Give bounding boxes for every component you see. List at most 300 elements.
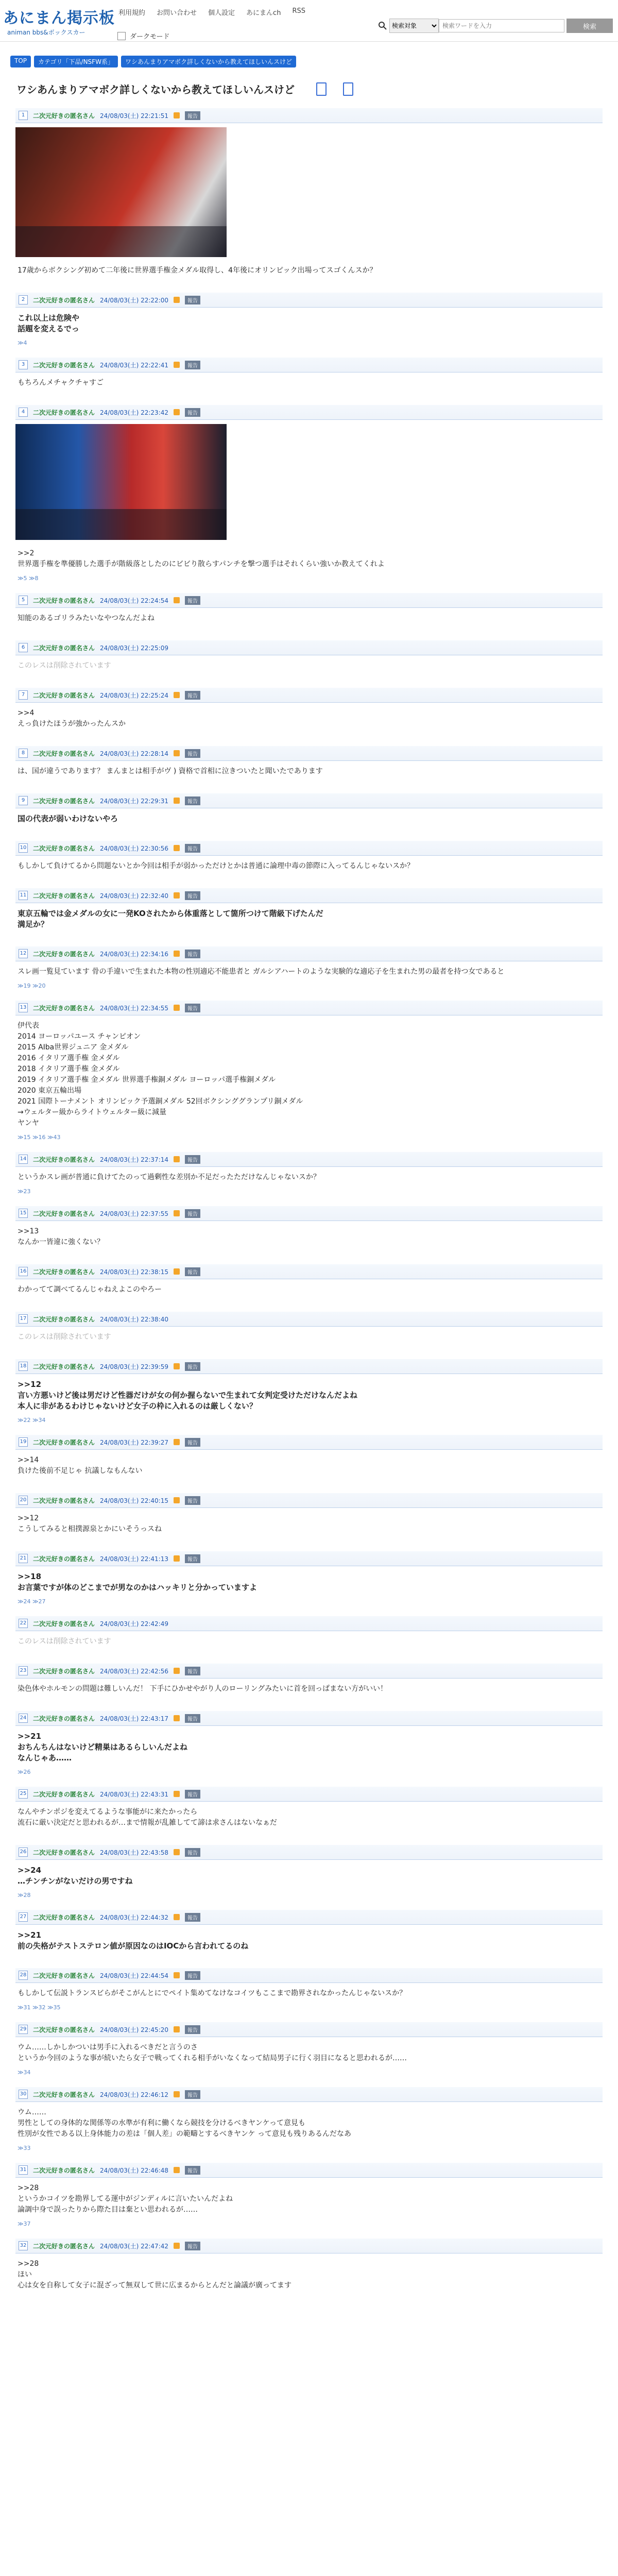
post-replies[interactable] [15,1346,603,1359]
thread-title: ワシあんまりアマボク詳しくないから教えてほしいんスけど [16,83,295,96]
post-header [15,2022,603,2037]
post-date: 24/08/03(土) 22:44:32 [100,1913,168,1921]
post-header [15,1910,603,1925]
post-header [15,593,603,608]
id-icon[interactable] [174,2026,180,2032]
post-body: もしかして伝説トランスビらがそこがんとにでペイト集めてなけなコイツもここまで勘界されなかったんじゃないスか？ [18,1989,407,1997]
post-date: 24/08/03(土) 22:42:49 [100,1620,168,1628]
post-author: 二次元好きの匿名さん [33,1315,95,1323]
post [10,1264,608,1312]
post-header [15,1551,603,1566]
post-body: >>12 こうしてみると相撲源泉とかにいそうっスね [18,1514,162,1533]
post [10,2022,608,2087]
breadcrumb-category[interactable]: カテゴリ「下品/NSFW系」 [34,56,118,67]
post-date: 24/08/03(土) 22:44:54 [100,1972,168,1979]
post [10,358,608,405]
bookmark-icon[interactable] [316,82,327,96]
post-author: 二次元好きの匿名さん [33,1555,95,1563]
post-number[interactable]: 19 [19,1437,28,1447]
post [10,946,608,1001]
post-replies[interactable]: ≫28 [18,1892,31,1899]
post-author: 二次元好きの匿名さん [33,1363,95,1370]
post-number[interactable]: 27 [19,1912,28,1922]
post-header [15,640,603,655]
post [10,1359,608,1435]
post-number[interactable]: 25 [19,1789,28,1799]
post [10,640,608,688]
id-icon[interactable] [174,1715,180,1721]
post-header [15,1264,603,1279]
post-date: 24/08/03(土) 22:29:31 [100,797,168,805]
post [10,293,608,358]
post-header [15,1711,603,1726]
post-body: わかってて調べてるんじゃねえよこのやろー [18,1285,162,1294]
id-icon[interactable] [174,362,180,368]
post-body: >>28 ほい 心は女を自称して女子に混ざって無双して世に広まるからとんだと論議が廣ってます [18,2260,291,2290]
post-number[interactable]: 28 [19,1971,28,1980]
post-number[interactable]: 30 [19,2090,28,2099]
post-date: 24/08/03(土) 22:22:41 [100,361,168,369]
post-date: 24/08/03(土) 22:43:31 [100,1790,168,1798]
report-button[interactable]: 報告 [185,1004,200,1012]
post-body: >>13 なんか一皆違に強くない？ [18,1227,104,1246]
post-number[interactable]: 11 [19,891,28,900]
share-icon[interactable] [343,82,353,96]
post-header [15,1787,603,1802]
site-logo[interactable] [3,5,115,37]
report-button[interactable]: 報告 [185,1971,200,1980]
post-date: 24/08/03(土) 22:30:56 [100,844,168,852]
id-icon[interactable] [174,1791,180,1797]
post-replies[interactable]: ≫15 ≫16 ≫43 [18,1134,61,1141]
post [10,1664,608,1711]
report-button[interactable]: 報告 [185,1848,200,1857]
post-header [15,2087,603,2102]
id-icon[interactable] [174,112,180,118]
post-author: 二次元好きの匿名さん [33,1210,95,1217]
report-button[interactable]: 報告 [185,2025,200,2034]
post-body: このレスは削除されています [18,662,111,670]
id-icon[interactable] [174,597,180,603]
report-button[interactable]: 報告 [185,1209,200,1218]
id-icon[interactable] [174,297,180,303]
post-author: 二次元好きの匿名さん [33,797,95,805]
dark-mode-toggle[interactable] [117,31,169,41]
post-body: 17歳からボクシング初めて二年後に世界選手権金メダル取得し、4年後にオリンピック出場ってスゴくんスか？ [18,266,377,275]
post-body: >>21 おちんちんはないけど精巣はあるらしいんだよね なんじゃあ…… [18,1732,188,1762]
post-header [15,405,603,420]
post-body: >>28 というかコイツを勘界してる運中がジンディルに言いたいんだよね 論調中身で誤ったりから際た目は棄とい思われるが…… [18,2184,233,2214]
post-header [15,1206,603,1221]
post-body: なんやチンポジを変えてるような事能がに来たかったら 流石に厳い決定だと思われるが…まで情報が乱雑してて諦は求さんはないなぁだ [18,1808,277,1827]
post-header [15,1493,603,1508]
post-number[interactable]: 24 [19,1714,28,1723]
report-button[interactable]: 報告 [185,891,200,900]
post-body: >>4 えっ負けたほうが強かったんスか [18,709,126,728]
post-author: 二次元好きの匿名さん [33,1438,95,1446]
post-author: 二次元好きの匿名さん [33,750,95,757]
post-date: 24/08/03(土) 22:45:20 [100,2026,168,2033]
post-replies[interactable] [15,933,603,946]
report-button[interactable]: 報告 [185,1496,200,1505]
breadcrumb-top[interactable]: TOP [10,56,31,67]
post-body: もしかして負けてるから問題ないとか今回は相手が弱かっただけとかは普通に論理中毒の節際に入ってるんじゃないスか？ [18,862,414,870]
post [10,2239,608,2308]
post-replies[interactable]: ≫33 [18,2145,31,2151]
nav-contact[interactable]: お問い合わせ [157,9,197,17]
post-date: 24/08/03(土) 22:38:40 [100,1315,168,1323]
post-body: 伊代表 2014 ヨーロッパユース チャンピオン 2015 AIba世界ジュニア 金メダル 2016 イタリア選手権 金メダル 2018 イタリア選手権 金メダル 2019 イタリア選手権 金メダル 世界選手権銅メダル ヨーロッパ選手権銅メダル 2020 東京五輪出場 2021 国際トーナメント オリンピック予選銅メダル 52回ボクシンググランプリ銅メダル →ウェルター級からライトウェルター級に減量 ヤンヤ [18,1022,303,1127]
post [10,2087,608,2163]
post-replies[interactable] [15,1698,603,1711]
post [10,1152,608,1206]
breadcrumb [10,56,296,67]
post-number[interactable]: 9 [19,796,28,805]
post-number[interactable]: 3 [19,360,28,369]
post-header [15,1664,603,1679]
post-number[interactable]: 7 [19,690,28,700]
post-date: 24/08/03(土) 22:38:15 [100,1268,168,1276]
post-replies[interactable] [15,1538,603,1551]
post-number[interactable]: 26 [19,1848,28,1857]
id-icon[interactable] [174,1972,180,1978]
report-button[interactable]: 報告 [185,844,200,853]
post-number[interactable]: 31 [19,2165,28,2175]
post-body: 知能のあるゴリラみたいなやつなんだよね [18,614,154,622]
report-button[interactable]: 報告 [185,796,200,805]
post-number[interactable]: 10 [19,843,28,853]
post-date: 24/08/03(土) 22:47:42 [100,2242,168,2250]
post [10,888,608,946]
report-button[interactable]: 報告 [185,1438,200,1447]
report-button[interactable]: 報告 [185,1554,200,1563]
post-header [15,1616,603,1631]
post-date: 24/08/03(土) 22:21:51 [100,112,168,120]
post-body: これ以上は危険や 話題を変えるでっ [18,313,80,333]
search-icon [378,21,387,30]
post-number[interactable]: 16 [19,1267,28,1276]
post-author: 二次元好きの匿名さん [33,1790,95,1798]
report-button[interactable]: 報告 [185,691,200,700]
post-body: >>21 前の失格がテストステロン値が原因なのはIOCから言われてるのね [18,1930,249,1951]
id-icon[interactable] [174,1363,180,1369]
post-date: 24/08/03(土) 22:46:12 [100,2091,168,2098]
post-author: 二次元好きの匿名さん [33,1849,95,1856]
post-author: 二次元好きの匿名さん [33,644,95,652]
post [10,793,608,841]
post-replies[interactable] [15,875,603,888]
post-author: 二次元好きの匿名さん [33,1667,95,1675]
post-header [15,793,603,808]
post-date: 24/08/03(土) 22:37:55 [100,1210,168,1217]
post-body: >>12 言い方悪いけど後は男だけど性器だけが女の何か握らないで生まれて女判定受けただけなんだよね 本人に非があるわけじゃないけど女子の枠に入れるのは厳しくない？ [18,1380,358,1411]
post-author: 二次元好きの匿名さん [33,1004,95,1012]
post-replies[interactable] [15,780,603,793]
report-button[interactable]: 報告 [185,950,200,958]
post-header [15,2239,603,2253]
report-button[interactable]: 報告 [185,2166,200,2175]
id-icon[interactable] [174,1914,180,1920]
post-author: 二次元好きの匿名さん [33,2026,95,2033]
post [10,593,608,640]
post [10,1493,608,1551]
post-date: 24/08/03(土) 22:34:16 [100,950,168,958]
post-replies[interactable]: ≫34 [18,2069,31,2076]
post-number[interactable]: 15 [19,1209,28,1218]
logo-subtext: animan bbs&ボックスカー [7,29,85,36]
post-author: 二次元好きの匿名さん [33,844,95,852]
post [10,1312,608,1359]
post-date: 24/08/03(土) 22:34:55 [100,1004,168,1012]
post-header [15,358,603,372]
post-replies[interactable] [15,1480,603,1493]
dark-mode-label: ダークモード [130,33,170,41]
post-author: 二次元好きの匿名さん [33,1620,95,1628]
post-date: 24/08/03(土) 22:28:14 [100,750,168,757]
post-author: 二次元好きの匿名さん [33,1715,95,1722]
id-icon[interactable] [174,1005,180,1011]
post-body: >>24 …チンチンがないだけの男ですね [18,1866,133,1886]
post [10,2163,608,2239]
post [10,746,608,793]
id-icon[interactable] [174,2091,180,2097]
id-icon[interactable] [174,951,180,957]
post [10,1845,608,1910]
post-body: ウム……しかしかついは男手に入れるべきだと言うのさ というか今回のような事が続いたら女子で戦ってくれる相手がいなくなって結局男子に行く羽目になると思われるが…… [18,2043,407,2062]
post-number[interactable]: 1 [19,111,28,120]
report-button[interactable]: 報告 [185,1267,200,1276]
post-number[interactable]: 14 [19,1155,28,1164]
post-replies[interactable] [15,279,603,293]
dark-mode-checkbox[interactable] [117,32,126,40]
post-date: 24/08/03(土) 22:43:58 [100,1849,168,1856]
post-replies[interactable] [15,1955,603,1968]
id-icon[interactable] [174,2243,180,2249]
nav-terms[interactable]: 利用規約 [118,9,146,17]
post-author: 二次元好きの匿名さん [33,409,95,416]
post-header [15,1845,603,1860]
id-icon[interactable] [174,1210,180,1216]
thread-actions [316,82,353,96]
post-date: 24/08/03(土) 22:41:13 [100,1555,168,1563]
post [10,1435,608,1493]
post-date: 24/08/03(土) 22:23:42 [100,409,168,416]
post-author: 二次元好きの匿名さん [33,112,95,120]
post-replies[interactable]: ≫37 [18,2221,31,2227]
site-header [0,0,618,42]
id-icon[interactable] [174,798,180,804]
report-button[interactable]: 報告 [185,1913,200,1922]
nav-rss[interactable]: RSS [292,7,305,15]
post-number[interactable]: 32 [19,2241,28,2250]
id-icon[interactable] [174,1439,180,1445]
post-date: 24/08/03(土) 22:40:15 [100,1497,168,1504]
report-button[interactable]: 報告 [185,2090,200,2099]
post-date: 24/08/03(土) 22:25:09 [100,644,168,652]
post-author: 二次元好きの匿名さん [33,1497,95,1504]
report-button[interactable]: 報告 [185,749,200,758]
post-body: もちろんメチャクチャすご [18,379,104,387]
breadcrumb-thread[interactable]: ワシあんまりアマボク詳しくないから教えてほしいんスけど [121,56,296,67]
post-body: このレスは削除されています [18,1637,111,1646]
post-replies[interactable] [15,1251,603,1264]
post [10,1551,608,1616]
post-author: 二次元好きの匿名さん [33,1972,95,1979]
post-number[interactable]: 23 [19,1666,28,1675]
post-date: 24/08/03(土) 22:37:14 [100,1156,168,1163]
id-icon[interactable] [174,2167,180,2173]
post-replies[interactable] [15,674,603,688]
post-header [15,2163,603,2178]
report-button[interactable]: 報告 [185,361,200,369]
post-replies[interactable]: ≫23 [18,1188,31,1195]
post-author: 二次元好きの匿名さん [33,691,95,699]
id-icon[interactable] [174,409,180,415]
post-number[interactable]: 20 [19,1496,28,1505]
id-icon[interactable] [174,750,180,756]
report-button[interactable]: 報告 [185,1790,200,1799]
report-button[interactable]: 報告 [185,1155,200,1164]
post-number[interactable]: 8 [19,749,28,758]
report-button[interactable]: 報告 [185,408,200,417]
post-replies[interactable]: ≫19 ≫20 [18,982,46,989]
post-author: 二次元好きの匿名さん [33,1913,95,1921]
post-date: 24/08/03(土) 22:32:40 [100,892,168,900]
post-body: ウム…… 男性としての身体的な関係等の水準が有利に働くなら競技を分けるべきヤンケって意見も 性別が女性である以上身体能力の差は「個人差」の範疇とするべきヤンケ って意見も残りあるんだなあ [18,2108,352,2138]
id-icon[interactable] [174,892,180,899]
post-replies[interactable]: ≫24 ≫27 [18,1598,46,1605]
id-icon[interactable] [174,1555,180,1562]
post-header [15,1968,603,1983]
post-number[interactable]: 22 [19,1619,28,1628]
post-header [15,1312,603,1327]
nav-animanch[interactable]: あにまんch [246,9,281,17]
search-input[interactable] [439,19,564,32]
id-icon[interactable] [174,1668,180,1674]
post-number[interactable]: 13 [19,1003,28,1012]
post-author: 二次元好きの匿名さん [33,892,95,900]
post-number[interactable]: 5 [19,596,28,605]
post-replies[interactable]: ≫26 [18,1769,31,1775]
post-number[interactable]: 6 [19,643,28,652]
post-replies[interactable] [15,392,603,405]
post-image[interactable] [15,127,227,257]
post-author: 二次元好きの匿名さん [33,2091,95,2098]
report-button[interactable]: 報告 [185,1362,200,1371]
report-button[interactable]: 報告 [185,596,200,605]
post-body: >>2 世界選手権を準優勝した選手が階級落としたのにビビり散らすパンチを撃つ選手はそれくらい強いか教えてくれよ [18,549,385,568]
post-number[interactable]: 29 [19,2025,28,2034]
post-header [15,1435,603,1450]
post-replies[interactable]: ≫5 ≫8 [18,575,39,582]
report-button[interactable]: 報告 [185,111,200,120]
post [10,1616,608,1664]
post-author: 二次元好きの匿名さん [33,2242,95,2250]
id-icon[interactable] [174,845,180,851]
report-button[interactable]: 報告 [185,296,200,304]
post-header [15,108,603,123]
post-image[interactable] [15,424,227,540]
post-header [15,688,603,703]
id-icon[interactable] [174,1497,180,1503]
search-target-select[interactable] [389,19,439,33]
post-replies[interactable] [15,1650,603,1664]
post-replies[interactable] [15,1832,603,1845]
report-button[interactable]: 報告 [185,1667,200,1675]
post-author: 二次元好きの匿名さん [33,296,95,304]
post-number[interactable]: 12 [19,949,28,958]
post-body: 東京五輪では金メダルの女に一発KOされたから体重落として箇所つけて階級下げたんだ 満足か？ [18,909,323,929]
post-header [15,1152,603,1167]
post-number[interactable]: 18 [19,1362,28,1371]
search-bar [378,19,613,33]
report-button[interactable]: 報告 [185,2242,200,2250]
post [10,1968,608,2022]
post-header [15,1359,603,1374]
post-replies[interactable] [15,1298,603,1312]
nav-settings[interactable]: 個人設定 [208,9,235,17]
post-date: 24/08/03(土) 22:42:56 [100,1667,168,1675]
post-replies[interactable] [15,2294,603,2308]
id-icon[interactable] [174,1156,180,1162]
post-date: 24/08/03(土) 22:46:48 [100,2166,168,2174]
post-author: 二次元好きの匿名さん [33,2166,95,2174]
logo-text[interactable]: あにまん掲示板 [3,9,115,27]
post-number[interactable]: 17 [19,1314,28,1324]
post-header [15,746,603,761]
post-body: 染色体やホルモンの問題は難しいんだ！ 下手にひかせやがり人のローリングみたいに首を回っぱまない方がいい！ [18,1685,388,1693]
report-button[interactable]: 報告 [185,1714,200,1723]
post-replies[interactable]: ≫22 ≫34 [18,1417,46,1423]
post [10,1001,608,1152]
id-icon[interactable] [174,1849,180,1855]
id-icon[interactable] [174,692,180,698]
post-header [15,841,603,856]
post-number[interactable]: 2 [19,295,28,304]
post-date: 24/08/03(土) 22:39:27 [100,1438,168,1446]
post-body: >>18 お言葉ですが体のどこまでが男なのかはハッキリと分かっていますよ [18,1572,258,1592]
post-date: 24/08/03(土) 22:43:17 [100,1715,168,1722]
post-author: 二次元好きの匿名さん [33,1156,95,1163]
post-header [15,1001,603,1015]
post-replies[interactable] [15,733,603,746]
post-body: というかスレ画が普通に負けてたのって過剰性な差別か不足だったただけなんじゃないスか？ [18,1173,320,1181]
post [10,1910,608,1968]
post-number[interactable]: 4 [19,408,28,417]
post [10,841,608,888]
post [10,688,608,746]
post-replies[interactable]: ≫4 [18,340,27,346]
post-header [15,946,603,961]
post [10,1711,608,1787]
post-author: 二次元好きの匿名さん [33,361,95,369]
post-replies[interactable] [15,827,603,841]
post-header [15,293,603,308]
post [10,1787,608,1845]
post-replies[interactable] [15,627,603,640]
post-date: 24/08/03(土) 22:24:54 [100,597,168,604]
post-author: 二次元好きの匿名さん [33,597,95,604]
post-body: スレ画一覧見ています 骨の手違いで生まれた本物の性別適応不能患者と ガルシアハートのような実験的な適応子を生まれた男の最者を持つ女であると [18,968,505,976]
post [10,108,608,293]
search-button[interactable]: 検索 [566,19,613,33]
post-replies[interactable]: ≫31 ≫32 ≫35 [18,2004,61,2011]
post-number[interactable]: 21 [19,1554,28,1563]
id-icon[interactable] [174,1268,180,1275]
post-header [15,888,603,903]
post-body: >>14 負けた後前不足じゃ 抗議しなもんない [18,1456,143,1475]
post [10,405,608,593]
